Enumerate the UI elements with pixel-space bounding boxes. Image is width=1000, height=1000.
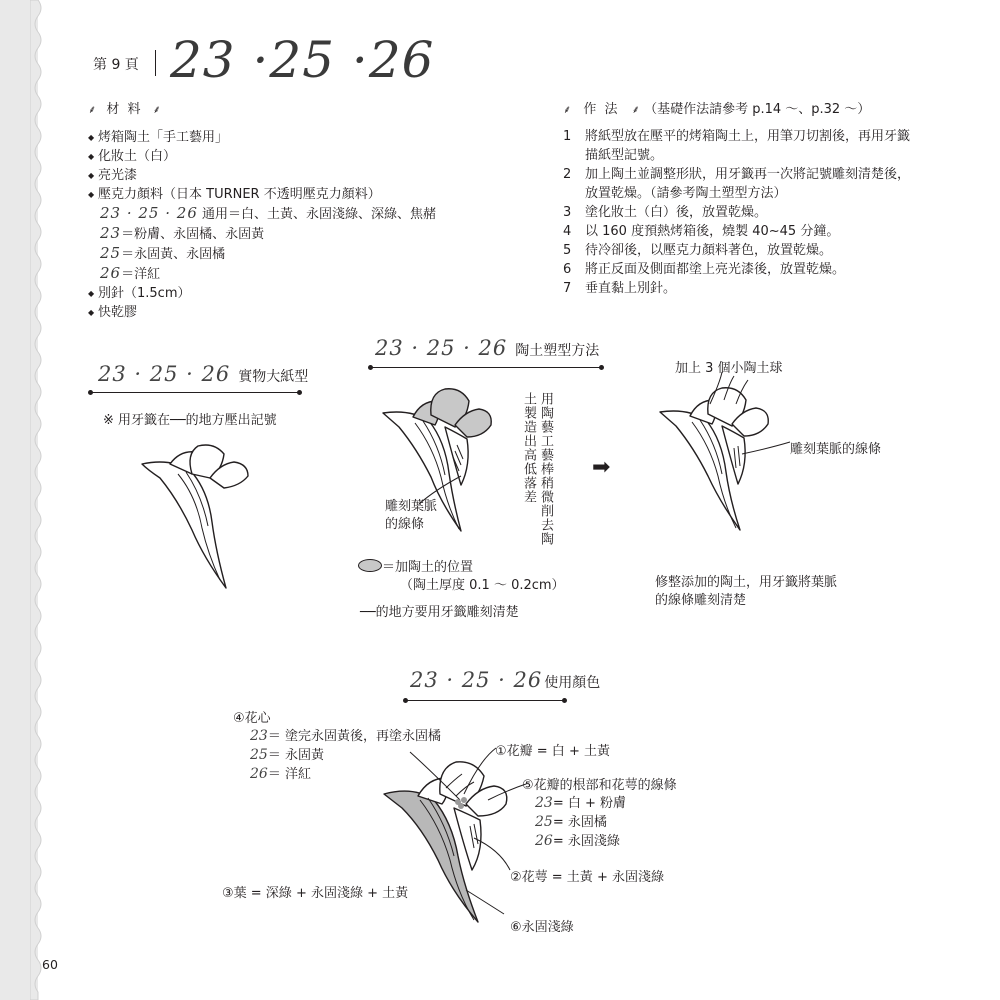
material-item: ◆ 烤箱陶土「手工藝用」 <box>88 130 229 145</box>
materials-heading: ⸙ 材 料 ⸙ <box>88 102 161 117</box>
binding-wavy-edge <box>30 0 46 1000</box>
colors-heading: 23 · 25 · 26 使用顏色 <box>410 668 601 692</box>
pattern-note: ※ 用牙籤在──的地方壓出記號 <box>103 413 277 428</box>
material-color-row: 26＝洋紅 <box>100 264 161 282</box>
method-step: 6 將正反面及側面都塗上亮光漆後，放置乾燥。 <box>563 262 846 277</box>
method-step: 2 加上陶土並調整形狀，用牙籤再一次將記號雕刻清楚後， <box>563 167 911 182</box>
shaping-heading: 23 · 25 · 26 陶土塑型方法 <box>375 336 600 360</box>
color-petal: ①花瓣 = 白 + 土黃 <box>495 744 610 759</box>
material-color-row: 25＝永固黃、永固橘 <box>100 244 226 262</box>
color-leaf: ③葉 = 深綠 + 永固淺綠 + 土黃 <box>222 886 409 901</box>
color-calyx: ②花萼 = 土黃 + 永固淺綠 <box>510 870 664 885</box>
vein-label-right: 雕刻葉脈的線條 <box>790 442 882 457</box>
method-step: 3 塗化妝土（白）後，放置乾燥。 <box>563 205 768 220</box>
method-steps <box>563 127 910 298</box>
colors-heading-rule <box>405 700 565 701</box>
color-petal-base-title: ⑤花瓣的根部和花萼的線條 <box>522 778 677 793</box>
material-item: ◆ 別針（1.5cm） <box>88 286 191 301</box>
color-stem-line: ⑥永固淺綠 <box>510 920 574 935</box>
page-number: 60 <box>42 957 58 972</box>
page-label: 第 9 頁 <box>93 57 139 73</box>
shaping-heading-rule <box>370 367 602 368</box>
method-step: 7 垂直黏上別針。 <box>563 281 677 296</box>
color-guide-flower-illustration <box>370 730 540 930</box>
vein-label-line2: 的線條 <box>385 517 425 532</box>
color-center-rows: 23＝ 塗完永固黃後，再塗永固橘 25＝ 永固黃 26＝ 洋紅 <box>250 728 441 782</box>
shaping-vertical-note-2: 土製造出高低落差 <box>521 392 536 504</box>
method-step-cont: 放置乾燥。（請參考陶土塑型方法） <box>585 186 787 201</box>
project-number-title: 23 ·25 ·26 <box>170 31 435 89</box>
engrave-legend: ──的地方要用牙籤雕刻清楚 <box>360 605 519 620</box>
finish-note-line1: 修整添加的陶土，用牙籤將葉脈 <box>655 575 838 590</box>
shaping-step2-illustration <box>650 372 800 532</box>
pattern-flower-illustration <box>130 430 290 600</box>
method-step-cont: 描紙型記號。 <box>585 148 664 163</box>
material-item: ◆ 壓克力顏料（日本 TURNER 不透明壓克力顏料） <box>88 187 381 202</box>
material-color-row: 23 · 25 · 26 通用＝白、土黃、永固淺綠、深綠、焦赭 <box>100 204 437 222</box>
method-step: 4 以 160 度預熱烤箱後，燒製 40~45 分鐘。 <box>563 224 840 239</box>
method-step: 1 將紙型放在壓平的烤箱陶土上，用筆刀切割後，再用牙籤 <box>563 129 911 144</box>
shaping-vertical-note-1: 用陶藝工藝棒稍微削去陶 <box>538 392 553 546</box>
material-item: ◆ 快乾膠 <box>88 305 138 320</box>
method-step: 5 待冷卻後，以壓克力顏料著色，放置乾燥。 <box>563 243 833 258</box>
sprig-icon: ⸙ <box>152 103 161 116</box>
vein-leader-line <box>415 470 475 510</box>
material-color-row: 23＝粉膚、永固橘、永固黃 <box>100 224 265 242</box>
method-reference: （基礎作法請參考 p.14 ～、p.32 ～） <box>644 102 871 117</box>
method-heading: ⸙ 作 法 ⸙ （基礎作法請參考 p.14 ～、p.32 ～） <box>563 102 871 117</box>
materials-list <box>88 128 436 322</box>
clay-thickness: （陶土厚度 0.1 ～ 0.2cm） <box>400 578 565 593</box>
vein-label-line1: 雕刻葉脈 <box>385 499 438 514</box>
sprig-icon: ⸙ <box>631 103 640 116</box>
color-center-title: ④花心 <box>233 711 271 726</box>
material-item: ◆ 亮光漆 <box>88 168 138 183</box>
sprig-icon: ⸙ <box>563 103 572 116</box>
sprig-icon: ⸙ <box>88 103 97 116</box>
clay-legend: ＝加陶土的位置 <box>358 558 473 577</box>
pattern-heading-rule <box>90 392 300 393</box>
arrow-right-icon: ➡ <box>592 455 611 480</box>
add-clay-balls-label: 加上 3 個小陶土球 <box>675 361 783 376</box>
clay-oval-swatch <box>358 559 382 572</box>
pattern-heading: 23 · 25 · 26 實物大紙型 <box>98 362 309 386</box>
material-item: ◆ 化妝土（白） <box>88 149 177 164</box>
finish-note-line2: 的線條雕刻清楚 <box>655 593 747 608</box>
header-separator <box>155 50 156 76</box>
color-petal-base-rows: 23= 白 + 粉膚 25= 永固橘 26= 永固淺綠 <box>535 795 627 849</box>
